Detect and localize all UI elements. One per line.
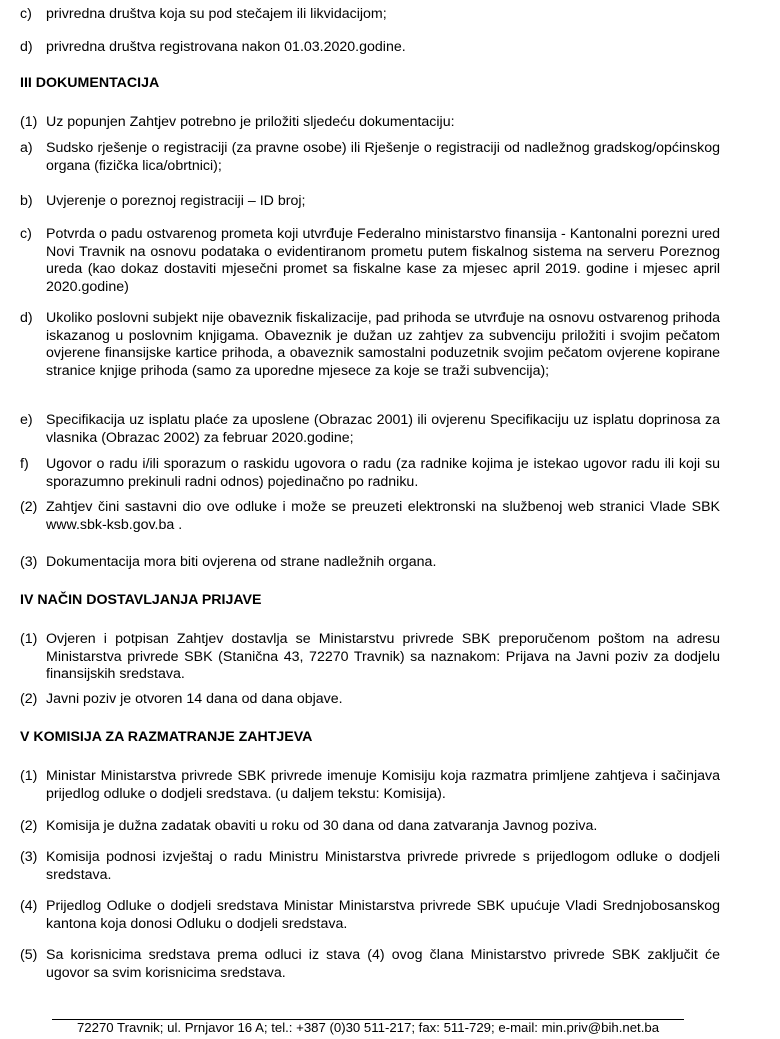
item-label: (2) (20, 818, 38, 834)
item-text: Prijedlog Odluke o dodjeli sredstava Ministar Ministarstva privrede SBK upućuje Vladi Srednjobosanskog kantona koja donosi Odluku o dodjeli sredstava. (46, 898, 720, 932)
list-item-a (20, 140, 720, 175)
footer-contact: 72270 Travnik; ul. Prnjavor 16 A; tel.: +387 (0)30 511-217; fax: 511-729; e-mail: min.priv@bih.net.ba (76, 1020, 660, 1035)
item-text: Ministar Ministarstva privrede SBK privrede imenuje Komisiju koja razmatra primljene zahtjeva i sačinjava prijedlog odluke o dodjeli sredstava. (u daljem tekstu: Komisija). (46, 768, 720, 802)
item-label: (2) (20, 691, 38, 707)
list-item-c-potvrda (20, 226, 720, 296)
item-label: b) (20, 193, 33, 209)
item-label: d) (20, 39, 33, 55)
paragraph-3-1 (20, 114, 720, 132)
item-text: Uz popunjen Zahtjev potrebno je priložiti sljedeću dokumentaciju: (46, 114, 455, 130)
item-label: (5) (20, 947, 38, 963)
list-item-e (20, 412, 720, 447)
item-label: (3) (20, 554, 38, 570)
paragraph-5-2 (20, 818, 720, 836)
item-label: f) (20, 456, 29, 472)
item-text: Javni poziv je otvoren 14 dana od dana objave. (46, 691, 343, 707)
item-label: c) (20, 226, 32, 242)
item-text: Specifikacija uz isplatu plaće za uposlene (Obrazac 2001) ili ovjerenu Specifikaciju uz isplatu doprinosa za vlasnika (Obrazac 2002) za februar 2020.godine; (46, 412, 720, 446)
item-text: privredna društva registrovana nakon 01.03.2020.godine. (46, 39, 406, 55)
paragraph-5-4 (20, 898, 720, 933)
item-text: Ugovor o radu i/ili sporazum o raskidu ugovora o radu (za radnike kojima je istekao ugovor radu ili koji su sporazumno prekinuli radni odnos) pojedinačno po radniku. (46, 456, 720, 490)
item-label: (3) (20, 849, 38, 865)
item-label: c) (20, 6, 32, 22)
item-text: Sa korisnicima sredstava prema odluci iz stava (4) ovog člana Ministarstvo privrede SBK zaključit će ugovor sa svim korisnicima sredstava. (46, 947, 720, 981)
item-label: a) (20, 140, 33, 156)
paragraph-3-3 (20, 554, 720, 572)
list-item-d-fiskalizacija (20, 310, 720, 380)
item-label: (1) (20, 631, 38, 647)
item-text: Komisija je dužna zadatak obaviti u roku od 30 dana od dana zatvaranja Javnog poziva. (46, 818, 598, 834)
item-label: (2) (20, 499, 38, 515)
list-item-c (20, 6, 720, 24)
paragraph-5-1 (20, 768, 720, 803)
item-label: d) (20, 310, 33, 326)
list-item-f (20, 456, 720, 491)
item-label: e) (20, 412, 33, 428)
paragraph-3-2 (20, 499, 720, 534)
paragraph-4-2 (20, 691, 720, 709)
list-item-b (20, 193, 720, 211)
item-text: Komisija podnosi izvještaj o radu Ministru Ministarstva privrede privrede s prijedlogom odluke o dodjeli sredstava. (46, 849, 720, 883)
paragraph-5-3 (20, 849, 720, 884)
item-text: Uvjerenje o poreznoj registraciji – ID broj; (46, 193, 306, 209)
paragraph-4-1 (20, 631, 720, 684)
item-text: Ovjeren i potpisan Zahtjev dostavlja se Ministarstvu privrede SBK preporučenom poštom na adresu Ministarstva privrede SBK (Stanična 43, 72270 Travnik) sa naznakom: Prijava na Javni poziv za dodjelu finansijskih sredstava. (46, 631, 720, 682)
item-text: Sudsko rješenje o registraciji (za pravne osobe) ili Rješenje o registraciji od nadležnog gradskog/općinskog organa (fizička lica/obrtnici); (46, 140, 720, 174)
item-label: (1) (20, 114, 38, 130)
item-text: Dokumentacija mora biti ovjerena od strane nadležnih organa. (46, 554, 437, 570)
item-text: Ukoliko poslovni subjekt nije obaveznik fiskalizacije, pad prihoda se utvrđuje na osnovu ostvarenog prihoda iskazanog u poslovnim knjigama. Obaveznik je dužan uz zahtjev za subvenciju priložiti i svojim pečatom ovjerene finansijske kartice prihoda, a obaveznik samostalni poduzetnik svojim pečatom ovjerene kopirane stranice knjige prihoda (samo za uporedne mjesece za koje se traži subvencija); (46, 310, 720, 379)
section-heading-nacin-dostavljanja: IV NAČIN DOSTAVLJANJA PRIJAVE (20, 592, 262, 608)
section-heading-komisija: V KOMISIJA ZA RAZMATRANJE ZAHTJEVA (20, 729, 313, 745)
item-label: (1) (20, 768, 38, 784)
item-text: Potvrda o padu ostvarenog prometa koji utvrđuje Federalno ministarstvo finansija - Kantonalni porezni ured Novi Travnik na osnovu podataka o evidentiranom prometu putem fiskalnog sistema na serveru Poreznog ureda (kao dokaz dostaviti mjesečni promet sa fiskalne kase za mjesec april 2019. godine i mjesec april 2020.godine) (46, 226, 720, 295)
list-item-d (20, 39, 720, 57)
section-heading-dokumentacija: III DOKUMENTACIJA (20, 75, 160, 91)
paragraph-5-5 (20, 947, 720, 982)
item-label: (4) (20, 898, 38, 914)
item-text: Zahtjev čini sastavni dio ove odluke i može se preuzeti elektronski na službenoj web stranici Vlade SBK www.sbk-ksb.gov.ba . (46, 499, 720, 533)
item-text: privredna društva koja su pod stečajem ili likvidacijom; (46, 6, 387, 22)
